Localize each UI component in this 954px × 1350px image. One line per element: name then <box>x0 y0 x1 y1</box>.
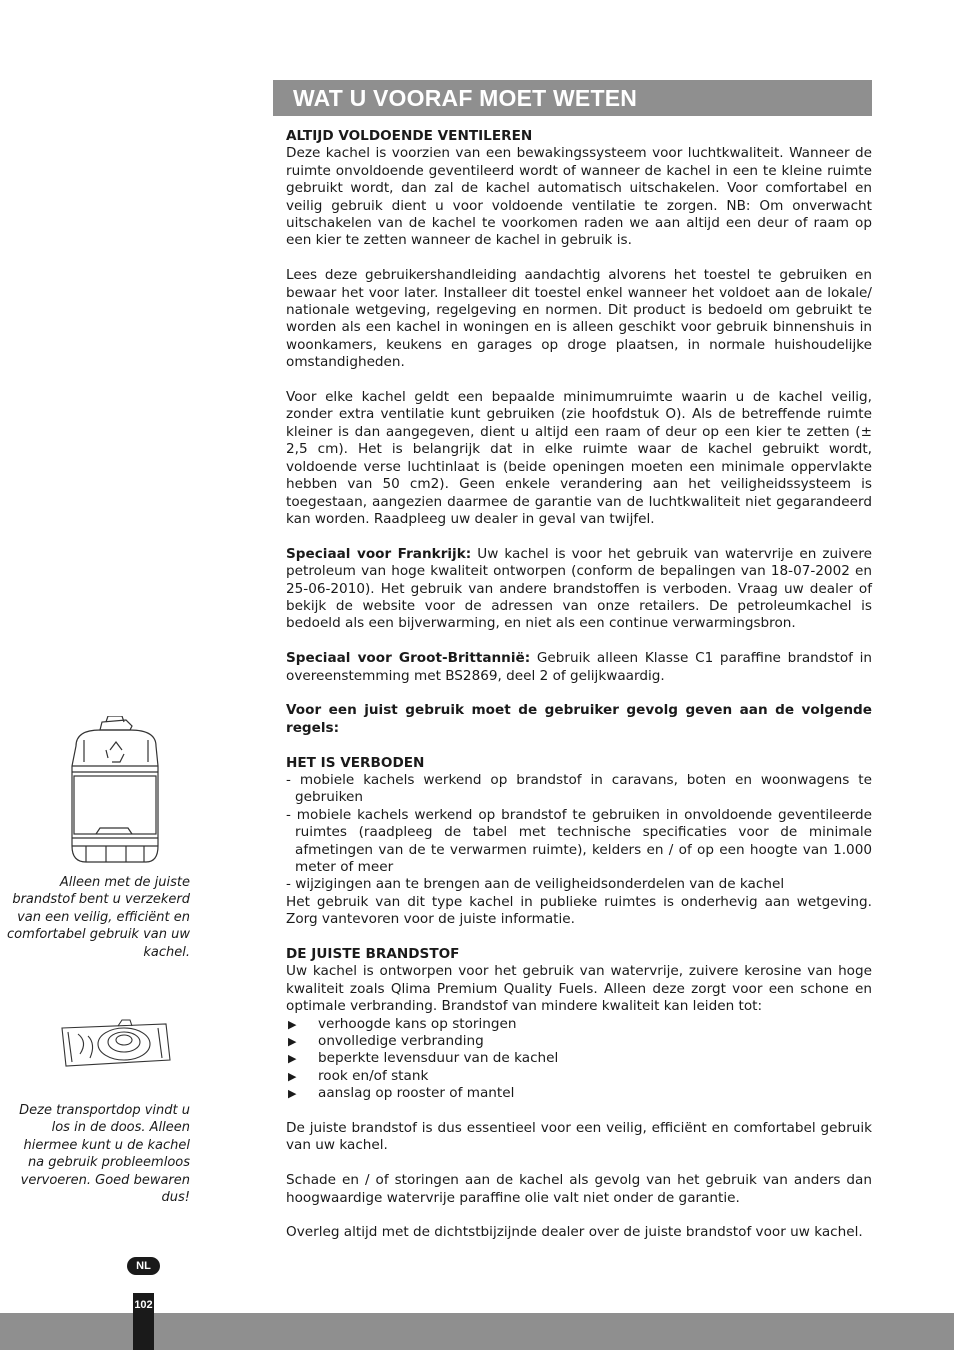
heading-brandstof: DE JUISTE BRANDSTOF <box>286 945 460 962</box>
heading-ventileren: ALTIJD VOLDOENDE VENTILEREN <box>286 128 533 144</box>
language-badge: NL <box>127 1257 160 1275</box>
jerrycan-caption: Alleen met de juiste brandstof bent u verzekerd van een veilig, efficiënt en comfortabel gebruik van uw kachel. <box>7 875 190 960</box>
label-grootbrittannie: Speciaal voor Groot-Brittannië: <box>286 650 531 667</box>
list-item: ▶ onvolledige verbranding <box>286 1033 872 1050</box>
page-number: 102 <box>133 1293 154 1350</box>
paragraph-ventileren-1: Deze kachel is voorzien van een bewakingssysteem voor luchtkwaliteit. Wanneer de ruimte onvoldoende geventileerd wordt of wanneer de kachel in een te kleine ruimte gebruikt wordt, dan zal de kachel automatisch uitschakelen. Voor comfortabel en veilig gebruik dient u voor voldoende ventilatie te zorgen. NB: Om onverwacht uitschakelen van de kachel te voorkomen raden we aan altijd een deur of raam op een kier te zetten wanneer de kachel in gebruik is. <box>286 145 872 249</box>
verboden-note: Het gebruik van dit type kachel in publieke ruimtes is onderhevig aan wetgeving. Zorg vantevoren voor de juiste informatie. <box>286 893 872 928</box>
page-title: WAT U VOORAF MOET WETEN <box>293 85 638 111</box>
paragraph-ventileren-2: Lees deze gebruikershandleiding aandachtig alvorens het toestel te gebruiken en bewaar het voor later. Installeer dit toestel enkel wanneer het voldoet aan de lokale/ nationale wetgeving, regelgeving en normen. Dit product is bedoeld om gebruikt te worden als een kachel in woningen en is alleen geschikt voor gebruik binnenshuis in woonkamers, keukens en garages op droge plaatsen, in normale huishoudelijke omstandigheden. <box>286 267 872 371</box>
heading-verboden: HET IS VERBODEN <box>286 754 425 771</box>
list-item: - mobiele kachels werkend op brandstof in caravans, boten en woonwagens te gebruiken <box>286 771 872 806</box>
brandstof-list <box>286 1016 872 1103</box>
jerrycan-illustration <box>66 716 166 868</box>
brandstof-paragraph-1: De juiste brandstof is dus essentieel voor een veilig, efficiënt en comfortabel gebruik van uw kachel. <box>286 1120 872 1154</box>
paragraph-grootbrittannie <box>286 650 872 685</box>
paragraph-ventileren-3: Voor elke kachel geldt een bepaalde minimumruimte waarin u de kachel veilig, zonder extra ventilatie kunt gebruiken (zie hoofdstuk O). Als de betreffende ruimte kleiner is dan aangegeven, dient u altijd een raam of deur op een kier te zetten (± 2,5 cm). Het is belangrijk dat in elke ruimte waar de kachel gebruikt wordt, voldoende verse luchtinlaat is (beide openingen moeten een minimale oppervlakte hebben van 50 cm2). Geen enkele verandering aan het veiligheidssysteem is toegestaan, aangezien daarmee de garantie van de luchtkwaliteit niet gegarandeerd kan worden. Raadpleeg uw dealer in geval van twijfel. <box>286 389 872 527</box>
list-item: ▶ beperkte levensduur van de kachel <box>286 1050 872 1067</box>
label-frankrijk: Speciaal voor Frankrijk: <box>286 545 472 562</box>
brandstof-paragraph-2: Schade en / of storingen aan de kachel als gevolg van het gebruik van anders dan hoogwaardige watervrije paraffine olie valt niet onder de garantie. <box>286 1172 872 1206</box>
main-content <box>286 128 872 1259</box>
list-item: ▶ verhoogde kans op storingen <box>286 1016 872 1033</box>
paragraph-frankrijk <box>286 546 872 633</box>
transport-cap-caption: Deze transportdop vindt u los in de doos. Alleen hiermee kunt u de kachel na gebruik probleemloos vervoeren. Goed bewaren dus! <box>19 1103 190 1206</box>
list-item: - mobiele kachels werkend op brandstof te gebruiken in onvoldoende geventileerde ruimtes (raadpleeg de tabel met technische specificaties voor de minimale afmetingen van de te verwarmen ruimte), kelders en / of op een hoogte van 1.000 meter of meer <box>286 806 872 875</box>
brandstof-intro: Uw kachel is ontworpen voor het gebruik van watervrije, zuivere kerosine van hoge kwaliteit zoals Qlima Premium Quality Fuels. Alleen deze zorgt voor een schone en optimale verbranding. Brandstof van mindere kwaliteit kan leiden tot: <box>286 963 872 1015</box>
regels-line: Voor een juist gebruik moet de gebruiker gevolg geven aan de volgende regels: <box>286 702 872 736</box>
title-bar <box>273 80 872 116</box>
brandstof-paragraph-3: Overleg altijd met de dichtstbijzijnde dealer over de juiste brandstof voor uw kachel. <box>286 1224 863 1241</box>
verboden-list <box>286 772 872 894</box>
list-item: - wijzigingen aan te brengen aan de veiligheidsonderdelen van de kachel <box>286 876 785 893</box>
list-item: ▶ aanslag op rooster of mantel <box>286 1085 872 1102</box>
text-grootbrittannie: Gebruik alleen Klasse C1 paraffine brandstof in overeenstemming met BS2869, deel 2 of gelijkwaardig. <box>286 650 873 684</box>
list-item: ▶ rook en/of stank <box>286 1068 872 1085</box>
transport-cap-illustration <box>58 1018 174 1072</box>
text-frankrijk: Uw kachel is voor het gebruik van watervrije en zuivere petroleum van hoge kwaliteit ontworpen (conform de bepalingen van 18-07-2002 en 25-06-2010). Het gebruik van andere brandstoffen is verboden. Vraag uw dealer of bekijk de website voor de adressen van onze retailers. De petroleumkachel is bedoeld als een bijverwarming, en niet als een continue verwarmingsbron. <box>286 545 872 632</box>
